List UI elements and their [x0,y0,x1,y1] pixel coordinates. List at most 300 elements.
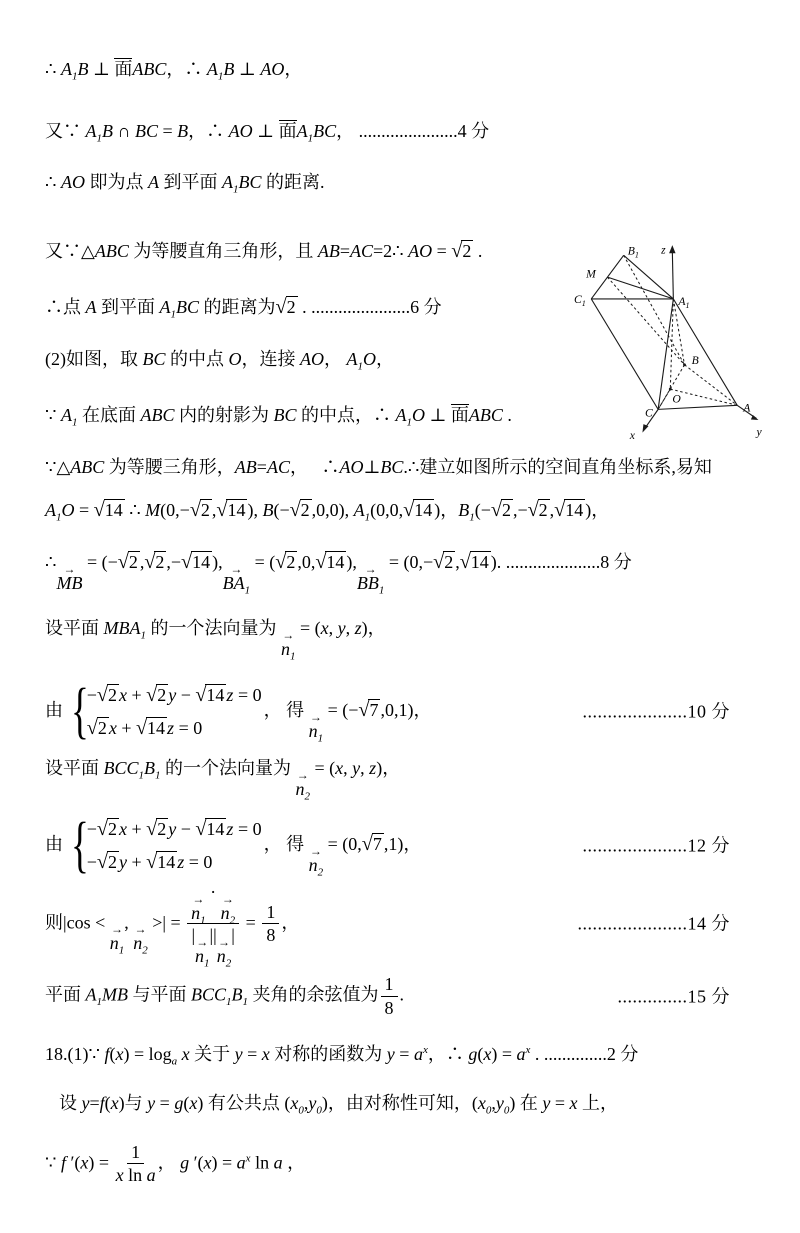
math-run: x [320,617,329,638]
math-run: B [144,758,156,779]
text-run: . [473,241,483,262]
vector: → $n_1$ [191,891,206,927]
math-upright: , [455,551,460,572]
text-run: ∴ [45,551,57,572]
math-upright: − [86,852,97,873]
math-upright: + [126,852,147,873]
math-upright: = (− [82,551,118,572]
vector: → $n_1$ [195,935,210,971]
text-run: ， [376,348,395,369]
text-run: 设平面 [45,758,104,779]
text-run: 有公共点 [203,1093,285,1114]
math-upright: = 0 [233,684,262,705]
text-run: 为等腰直角三角形，且 [128,241,318,262]
sqrt: √2 [96,683,117,706]
cases-system: { −√2 x + √2 y − √14 z = 0 √2 x + √14 z = 0 [70,677,262,746]
math-upright: ⊥ [88,59,115,79]
text-run: ， [282,1151,306,1172]
math-run: B [177,121,189,142]
line-2 [45,120,770,143]
math-upright: · [205,881,221,902]
figure-label-M: M [586,267,596,281]
text-run: 的一个法向量为 [160,758,296,779]
math-upright: = [550,1093,570,1114]
figure-svg [573,238,798,450]
text-run: 到平面 [96,297,160,318]
math-upright: , [211,499,217,520]
math-upright: , [139,551,145,572]
math-upright: ) = [491,1043,517,1064]
text-run: ， 得 [263,833,309,854]
math-upright: ( [109,1043,116,1064]
plane-overline: 面 [450,404,469,425]
math-run: BC [380,457,404,478]
math-upright: , [343,758,353,779]
line-13 [45,757,770,803]
text-run: 的中点 [165,348,229,369]
math-run: x [203,1151,212,1172]
math-run: ABC [468,404,503,425]
superscript: x [525,1043,531,1056]
subscript: 0 [503,1104,510,1117]
score-leader: ......................14 分 [577,913,730,934]
math-run: B [102,121,113,142]
text-run: 18.(1)∵ [45,1043,105,1064]
text-run: .∴建立如图所示的空间直角坐标系,易知 [403,457,712,478]
line-12 [45,677,770,746]
subscript: 1 [242,996,249,1009]
vector: → MB [56,561,83,593]
vector: → $n_1$ [308,709,324,745]
math-upright: ⊥ [363,457,381,478]
math-upright: ,1) [383,833,404,854]
text-run: 与 [124,1093,148,1114]
text-run: . [502,404,512,425]
math-upright: (0,0, [370,499,404,520]
math-upright: ) [376,758,383,779]
subscript: 1 [469,511,475,524]
sqrt: √7 [358,698,379,721]
math-upright: (− [474,499,491,520]
math-run: a [236,1151,246,1172]
text-run: 的距离. [261,171,325,192]
sqrt: √14 [93,498,123,521]
sqrt: √14 [315,550,345,573]
math-upright: ) = [88,1151,114,1172]
text-run: ，连接 [241,348,301,369]
text-run: ∴ [45,59,61,79]
text-run: 夹角的余弦值为 [248,984,379,1005]
math-upright: − [176,684,196,705]
text-run: 关于 [189,1043,235,1064]
text-run: ∴ [45,171,61,192]
math-upright: , [360,758,370,779]
math-upright: ), [346,551,357,572]
vector: → $BA_1$ [222,561,251,597]
math-upright: , [549,499,555,520]
point-B-dot [683,363,686,366]
math-run: x [118,819,127,840]
sqrt: √14 [403,498,433,521]
point-O-dot [669,388,672,391]
math-run: x [569,1093,578,1114]
math-run: BC [176,297,200,318]
subscript: 1 [170,308,176,321]
math-run: n [295,779,305,800]
subscript: 1 [96,996,102,1009]
math-run: a [516,1043,526,1064]
fraction [116,1142,156,1186]
math-run: AC [350,241,374,262]
subscript: a [171,1055,178,1068]
math-upright: − [86,819,97,840]
math-run: a [146,1165,156,1186]
math-upright: ) = log [123,1043,172,1064]
text-run: ，∴ [427,1043,469,1064]
line-1 [45,58,770,81]
math-upright: 8 [266,925,276,946]
sqrt: √14 [195,683,225,706]
math-upright: = 0 [184,852,213,873]
math-upright: =2 [373,241,393,262]
math-run: n [280,638,290,659]
vector: → $n_2$ [295,768,311,803]
math-upright: + [116,718,136,738]
math-run: a [413,1043,423,1064]
math-run: MB [56,572,83,593]
subscript: 1 [364,511,371,524]
math-run: B [458,499,470,520]
math-run: O [363,348,377,369]
text-run: ， [284,59,303,79]
math-upright: ,− [512,499,528,520]
math-upright: − [176,819,196,840]
math-upright: ) = [211,1151,237,1172]
text-run: ∵ [45,1151,61,1172]
math-run: y [234,1043,243,1064]
text-run: 设 [59,1093,82,1114]
math-run: y [168,819,177,840]
math-upright: = [256,457,267,478]
vector: → $n_2$ [308,843,324,879]
sqrt: √2 [527,498,548,521]
math-run: n [308,854,318,875]
math-run: x [189,1093,198,1114]
math-upright: ) [118,1093,125,1114]
sqrt: √2 [433,550,454,573]
math-run: B [223,59,235,79]
line-9 [45,497,770,523]
subscript: 1 [140,629,146,642]
math-run: x [290,1093,299,1114]
math-upright: = ( [295,617,321,638]
math-run: ABC [140,404,175,425]
sqrt: √2 [96,818,117,841]
math-run: O [61,499,75,520]
math-run: BCC [103,758,139,779]
subscript: 0 [298,1104,304,1117]
math-run: x [108,718,117,738]
sqrt: √2 [189,498,210,521]
math-upright: ,0, [297,551,316,572]
text-run: 在 [515,1093,543,1114]
math-upright: (0,− [160,499,190,520]
math-upright: , [124,912,134,933]
sqrt: √2 [146,683,167,706]
math-run: y [352,758,361,779]
subscript: 1 [378,584,385,597]
text-run: ， [403,833,422,854]
text-run: ∵ [45,404,61,425]
math-run: A [147,171,159,192]
subscript: 1 [307,132,314,145]
text-run: ，∴ [166,59,207,79]
superscript: x [422,1043,428,1056]
math-run: z [354,617,362,638]
math-upright: ( [104,1093,111,1114]
text-run: 的中点，∴ [296,404,396,425]
figure-label-y: y [756,425,762,439]
math-run: z [226,684,234,705]
math-run: AB [317,241,340,262]
math-run: BB [356,572,379,593]
math-run: O [228,348,242,369]
math-upright: ( [183,1093,190,1114]
math-upright: ) [361,617,368,638]
math-run: BC [142,348,166,369]
math-upright: = (0, [323,833,362,854]
text-run: ， 得 [263,699,309,720]
math-upright: = 0 [174,718,203,738]
vector: → $n_2$ [220,891,236,927]
fraction [381,974,398,1018]
line-19 [45,1142,770,1186]
sqrt: √2 [275,296,296,319]
math-upright: ) [197,1093,204,1114]
text-run: ∴点 [45,297,86,318]
sqrt: √14 [135,717,166,739]
subscript: 1 [357,360,364,373]
math-run: B [262,499,274,520]
text-run: . ......................6 分 [297,297,442,318]
fraction [262,902,279,946]
fraction [187,881,239,971]
math-upright: ln [123,1165,147,1186]
subscript: 1 [71,416,78,429]
text-run: 设平面 [45,617,104,638]
math-upright: ′( [189,1151,204,1172]
math-upright: ′( [65,1151,81,1172]
line-17 [45,1043,770,1066]
sqrt: √2 [275,550,296,573]
math-run: A [296,121,308,142]
math-upright: ) [321,1093,328,1114]
subscript: 1 [155,769,161,782]
math-run: A [395,404,407,425]
math-upright: >| = [147,912,186,933]
math-upright: = [432,241,452,262]
subscript: 2 [225,958,232,971]
figure-label-C1: $C_1$ [574,292,586,308]
math-upright: ). [490,551,506,572]
math-run: ABC [94,241,129,262]
math-run: MB [102,984,128,1005]
math-run: A [206,59,218,79]
figure-label-O: O [672,392,681,406]
math-run: A [159,297,171,318]
math-upright: |cos < [63,912,110,933]
text-run: .....................8 分 [505,551,632,572]
math-run: f [60,1151,66,1172]
text-run: ∵△ [45,457,71,478]
math-run: x [477,1093,486,1114]
subscript: 2 [229,914,236,927]
subscript: 1 [406,416,412,429]
sqrt: √14 [459,550,489,573]
math-run: x [261,1043,270,1064]
math-run: x [177,1043,190,1064]
math-upright: ), [212,551,223,572]
sqrt: √14 [216,498,246,521]
math-run: y [495,1093,504,1114]
math-run: z [177,852,185,873]
math-run: n [133,933,143,954]
math-run: A [85,984,97,1005]
vector: → $BB_1$ [356,561,385,597]
math-run: AO [228,121,253,142]
math-run: A [85,297,97,318]
math-run: f [104,1043,110,1064]
math-run: BCC [191,984,227,1005]
text-run: 到平面 [158,171,222,192]
text-run: 的距离为 [199,297,276,318]
math-upright: = [394,1043,414,1064]
text-run: 为等腰三角形， [104,457,235,478]
math-run: AO [408,241,433,262]
math-run: ABC [70,457,105,478]
sqrt: √2 [289,498,310,521]
subscript: 0 [316,1104,322,1117]
math-run: x [110,1093,119,1114]
math-run: z [369,758,377,779]
text-run: . [399,984,405,1005]
line-14 [45,811,770,880]
math-upright: ,0,0), [311,499,354,520]
math-run: A [353,499,365,520]
math-run: AC [266,457,290,478]
math-upright: = [89,1093,100,1114]
line-10 [45,549,770,597]
document-body [45,58,770,1186]
math-run: y [542,1093,551,1114]
score-leader: .....................10 分 [582,700,730,721]
line-16 [45,974,770,1018]
math-upright: ∩ [113,121,135,142]
math-upright: = [242,1043,262,1064]
sqrt: √14 [146,851,176,874]
math-run: AO [300,348,325,369]
subscript: 2 [142,944,148,957]
subscript: 1 [96,132,102,145]
math-upright: | [191,925,196,946]
text-run: ，∴ [188,121,229,142]
math-run: n [191,902,201,923]
math-run: A [60,404,72,425]
math-run: n [195,946,205,967]
subscript: 0 [485,1104,492,1117]
math-run: x [118,684,127,705]
math-run: z [226,819,234,840]
math-run: BC [273,404,297,425]
math-run: x [80,1151,89,1172]
sqrt: √14 [195,818,225,841]
sqrt: √14 [181,550,211,573]
sqrt: √14 [554,498,584,521]
line-11 [45,617,770,663]
math-run: ABC [132,59,167,79]
text-run: . ..............2 分 [530,1043,639,1064]
text-run: 由 [45,833,63,854]
math-upright: 8 [384,998,394,1019]
line-3 [45,171,770,194]
plane-overline: 面 [114,59,133,79]
math-run: g [468,1043,478,1064]
line-15 [45,881,770,971]
math-run: n [109,933,119,954]
text-run: ， [281,912,300,933]
math-run: BC [313,121,337,142]
subscript: 1 [232,183,239,196]
math-run: a [273,1151,283,1172]
text-run: ， [382,758,401,779]
math-upright: , [303,1093,309,1114]
z-axis [672,250,673,299]
math-upright: ( [471,1093,478,1114]
math-run: B [77,59,89,79]
math-upright: = ( [250,551,276,572]
math-upright: | [231,925,235,946]
line-18 [45,1092,770,1115]
math-run: z [167,718,175,738]
superscript: x [245,1151,251,1164]
figure-axes [642,245,758,433]
math-run: g [180,1151,190,1172]
text-run: ， [591,499,610,520]
sqrt: √2 [86,717,107,739]
text-run: ， ∴ [289,457,340,478]
math-upright: ⊥ [424,404,451,425]
math-run: x [115,1043,124,1064]
math-upright: )， [434,499,459,520]
math-run: x [335,758,344,779]
math-run: BA [222,572,245,593]
score-leader: ..............15 分 [617,985,730,1006]
math-upright: , [328,617,338,638]
text-run: 又∵ [45,121,86,142]
math-upright: ( [477,1043,484,1064]
math-run: AO [60,171,85,192]
math-upright: − [86,684,97,705]
math-run: y [81,1093,90,1114]
vector: → $n_1$ [109,922,125,957]
subscript: 1 [317,732,324,745]
math-upright: = [339,241,350,262]
subscript: 1 [56,511,62,524]
vector: → $n_1$ [280,627,296,663]
math-run: BC [135,121,159,142]
subscript: 1 [71,70,78,83]
text-run: ∴ [392,241,409,262]
